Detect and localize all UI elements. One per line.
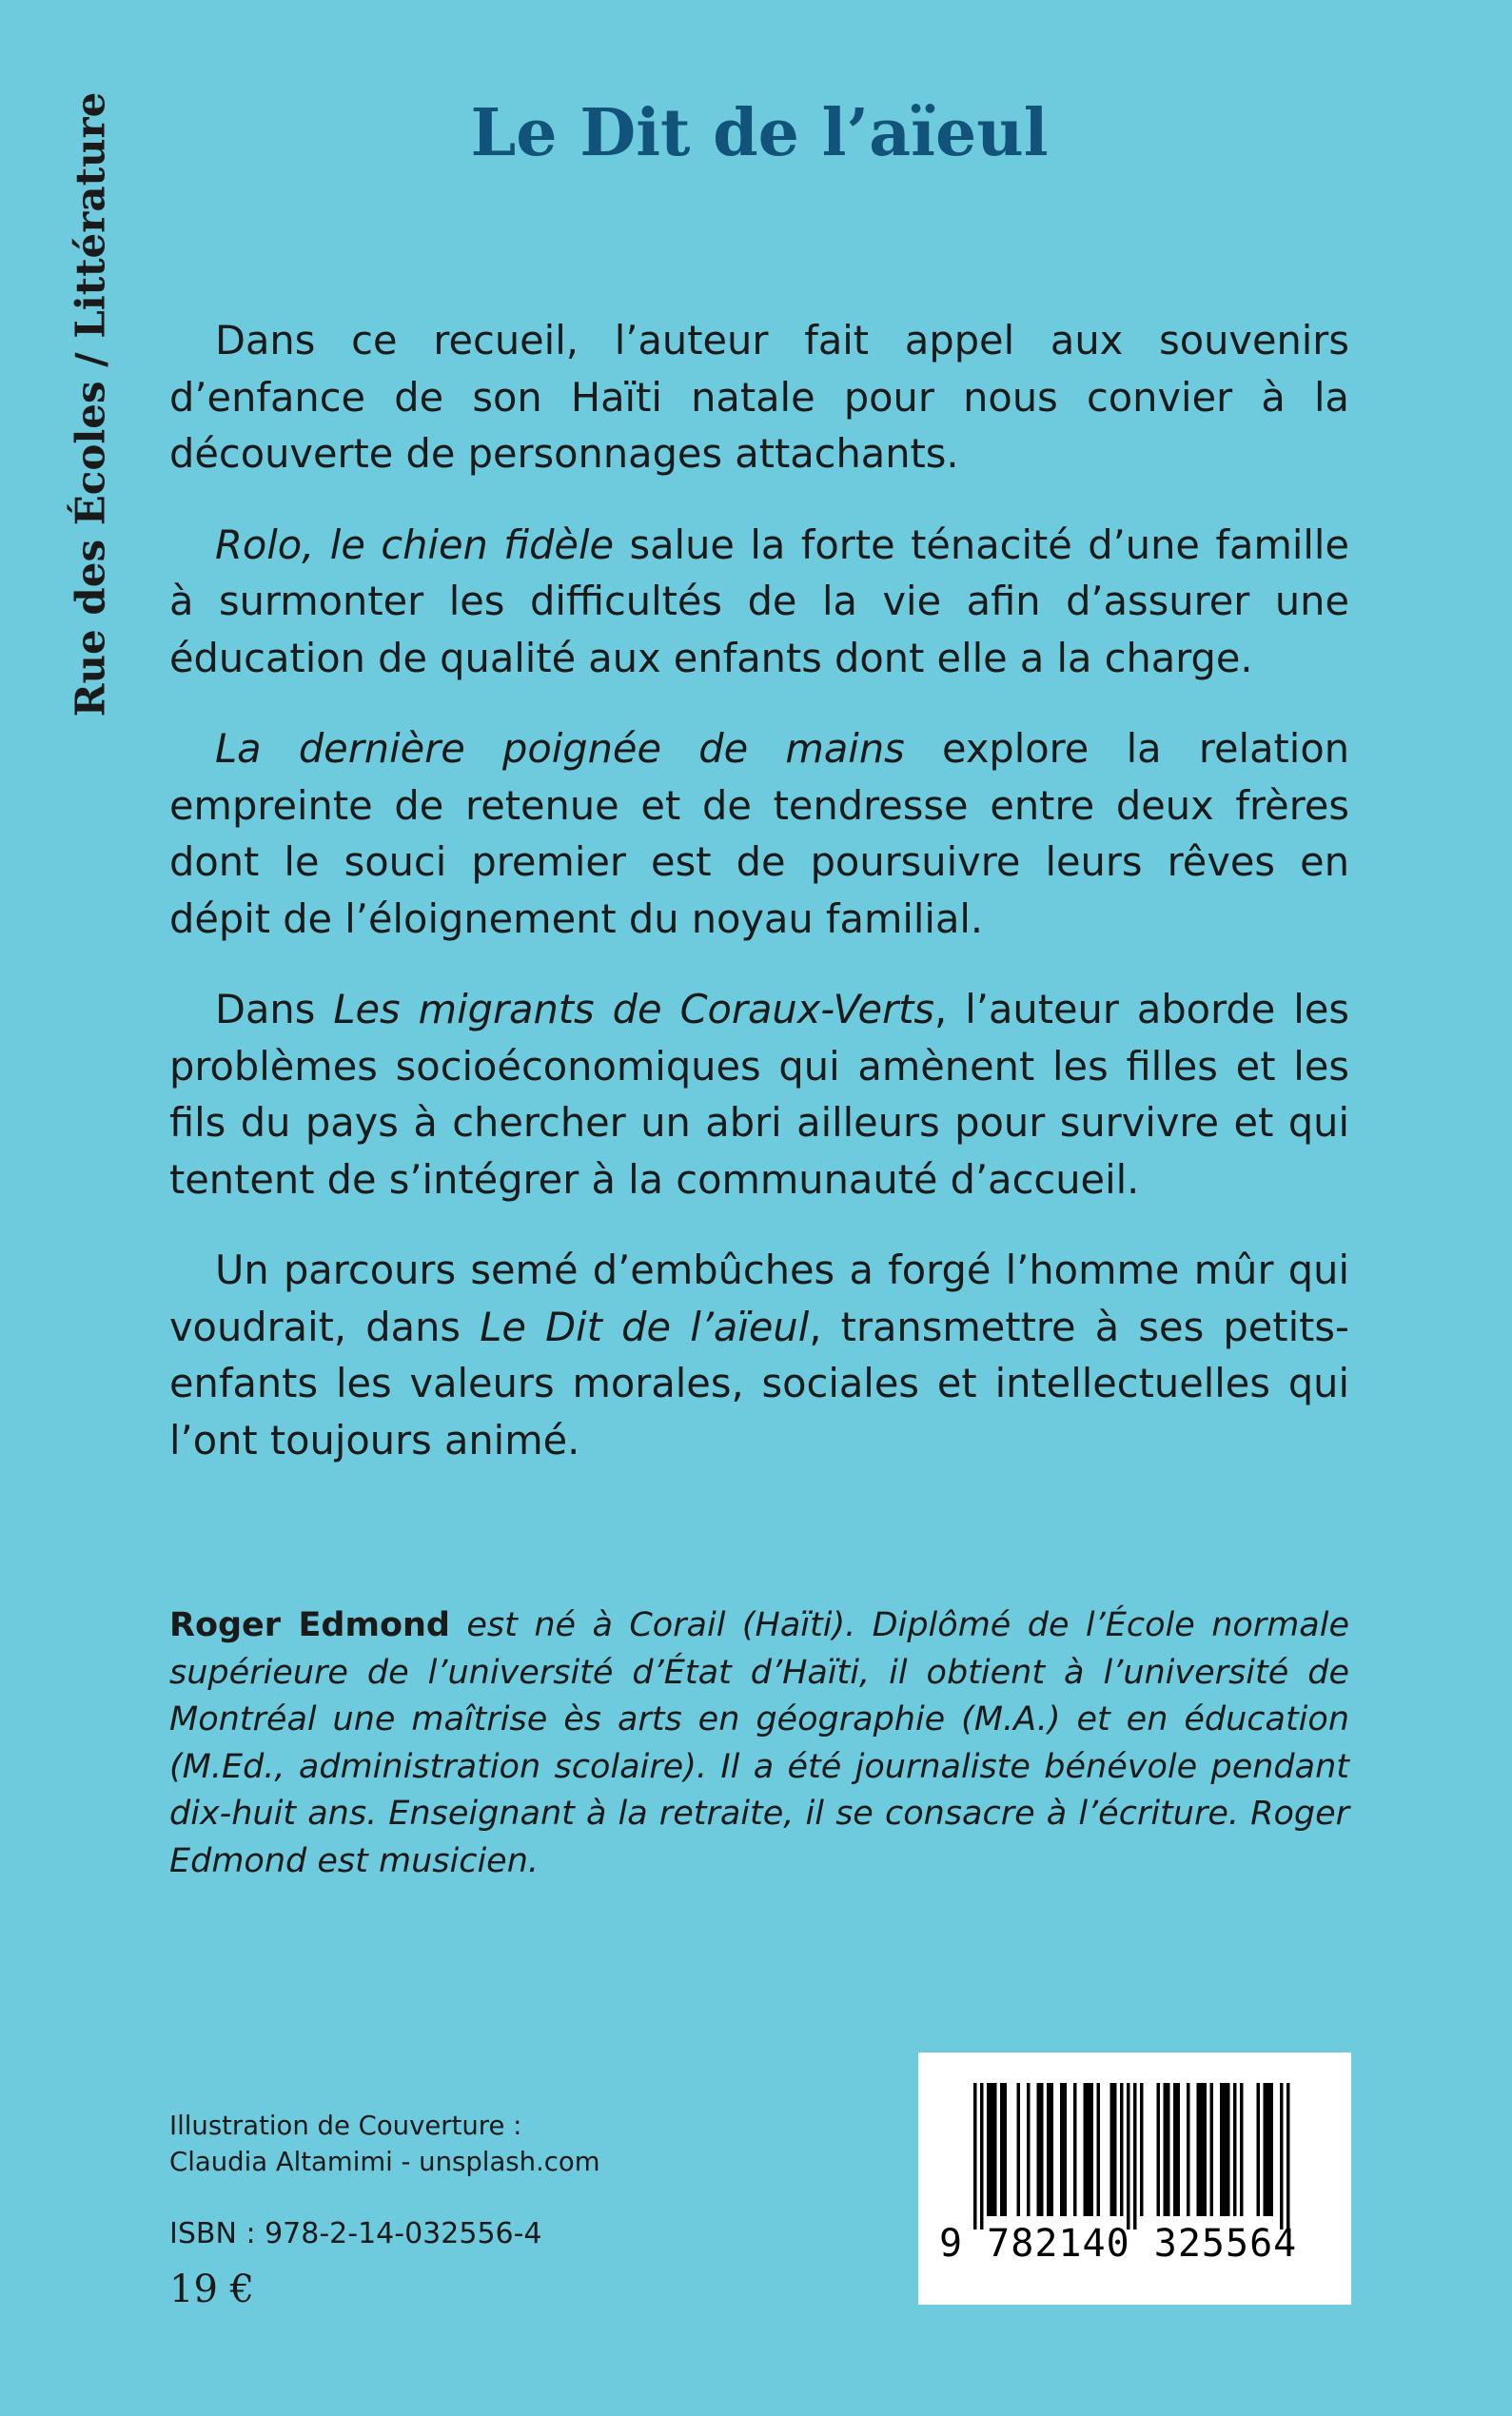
author-bio [169, 1602, 1349, 1885]
barcode-bar [1164, 2083, 1168, 2216]
illustration-credits [169, 2108, 600, 2180]
barcode-bar [1264, 2083, 1267, 2216]
barcode-bar [1270, 2083, 1274, 2216]
barcode-bar [1113, 2083, 1117, 2216]
barcode-bar [1110, 2083, 1114, 2216]
barcode-bar [1064, 2083, 1068, 2216]
barcode-bar [1051, 2083, 1054, 2216]
book-title: Le Dit de l’aïeul [470, 95, 1049, 171]
barcode-bar [987, 2083, 991, 2216]
paragraph-text: , l’auteur aborde les problèmes socioéconomiques qui amènent les filles et les fils du pays à chercher un abri ailleurs pour survivre et qui tentent de s’intégrer à la communauté d’accueil. [169, 986, 1349, 1203]
barcode-bar [1240, 2083, 1244, 2216]
summary-paragraph-2 [169, 517, 1349, 687]
barcode-bar [1017, 2083, 1021, 2216]
barcode-bar [1157, 2083, 1161, 2216]
story-title: Les migrants de Coraux-Verts [333, 986, 935, 1032]
barcode-bar [1084, 2083, 1088, 2216]
barcode-bar [1204, 2083, 1208, 2216]
story-title: Le Dit de l’aïeul [480, 1303, 810, 1350]
barcode-bar [1087, 2083, 1090, 2216]
author-name: Roger Edmond [169, 1606, 450, 1644]
barcode-bar [1120, 2083, 1124, 2216]
isbn: ISBN : 978-2-14-032556-4 [169, 2217, 542, 2250]
barcode-bar [973, 2083, 977, 2229]
barcode-bar [1267, 2083, 1270, 2216]
barcode-bar [1090, 2083, 1094, 2216]
barcode-bar [1127, 2083, 1130, 2229]
story-title: Rolo, le chien fidèle [215, 521, 615, 568]
barcode-bar [1073, 2083, 1077, 2216]
barcode-bar [1040, 2083, 1044, 2216]
barcode-bar [1097, 2083, 1101, 2216]
barcode-bar [1280, 2083, 1284, 2229]
paragraph-text: explore la relation empreinte de retenue et de tendresse entre deux frères dont le souci premier est de poursuivre leurs rêves en dépit de l’éloignement du noyau familial. [169, 725, 1350, 942]
summary-paragraph-3 [169, 720, 1349, 947]
summary-paragraph-1 [169, 312, 1349, 482]
credits-line-1: Illustration de Couverture : [169, 2111, 522, 2141]
barcode-bar [1047, 2083, 1051, 2216]
paragraph-text: Dans ce recueil, l’auteur fait appel aux souvenirs d’enfance de son Haïti natale pour nous convier à la découverte de personnages attachants. [169, 317, 1349, 477]
barcode-bar [1197, 2083, 1201, 2216]
paragraph-lead: Dans [215, 986, 334, 1032]
credits-line-2: Claudia Altamimi - unsplash.com [169, 2147, 600, 2177]
barcode-bar [1187, 2083, 1190, 2216]
story-title: La dernière poignée de mains [215, 725, 905, 772]
barcode-bar [1133, 2083, 1137, 2229]
barcode-bar [1037, 2083, 1041, 2216]
bio-text: est né à Corail (Haïti). Diplômé de l’École normale supérieure de l’université d’État d’Haïti, il obtient à l’université de Montréal une maîtrise ès arts en géographie (M.A.) et en éducation (M.Ed., administration scolaire). Il a été journaliste bénévole pendant dix-huit ans. Enseignant à la retraite, il se consacre à l’écriture. Roger Edmond est musicien. [169, 1606, 1349, 1880]
barcode-bar [1220, 2083, 1224, 2216]
summary-paragraph-5 [169, 1242, 1349, 1468]
barcode-bar [993, 2083, 997, 2216]
paragraph-text: , transmettre à ses petits-enfants les valeurs morales, sociales et intellectuelles qui l’ont toujours animé. [169, 1303, 1349, 1463]
back-cover-summary [169, 312, 1349, 1503]
barcode-bar [1177, 2083, 1181, 2216]
barcode-bar [1200, 2083, 1204, 2216]
barcode-bars [918, 2053, 1351, 2305]
price: 19 € [169, 2268, 255, 2311]
barcode-bar [1140, 2083, 1144, 2216]
barcode-bar [991, 2083, 994, 2216]
paragraph-lead: Un parcours semé d’embûches a forgé l’homme mûr qui voudrait, dans [169, 1247, 1349, 1350]
barcode-bar [1000, 2083, 1004, 2216]
barcode-bar [1173, 2083, 1177, 2216]
barcode-bar [1060, 2083, 1064, 2216]
spine-label: Rue des Écoles / Littérature [67, 91, 114, 717]
barcode-bar [1224, 2083, 1227, 2216]
barcode-bar [1233, 2083, 1237, 2216]
barcode [918, 2053, 1351, 2305]
barcode-bar [980, 2083, 984, 2229]
barcode-bar [1227, 2083, 1230, 2216]
summary-paragraph-4 [169, 981, 1349, 1208]
paragraph-text: salue la forte ténacité d’une famille à surmonter les difficultés de la vie afin d’assurer une éducation de qualité aux enfants dont elle a la charge. [169, 521, 1349, 681]
barcode-bar [1004, 2083, 1008, 2216]
barcode-digits: 9 782140 325564 [939, 2222, 1298, 2266]
barcode-bar [1286, 2083, 1290, 2229]
barcode-bar [1027, 2083, 1031, 2216]
barcode-bar [1210, 2083, 1214, 2216]
barcode-bar [1167, 2083, 1170, 2216]
barcode-bar [1257, 2083, 1261, 2216]
